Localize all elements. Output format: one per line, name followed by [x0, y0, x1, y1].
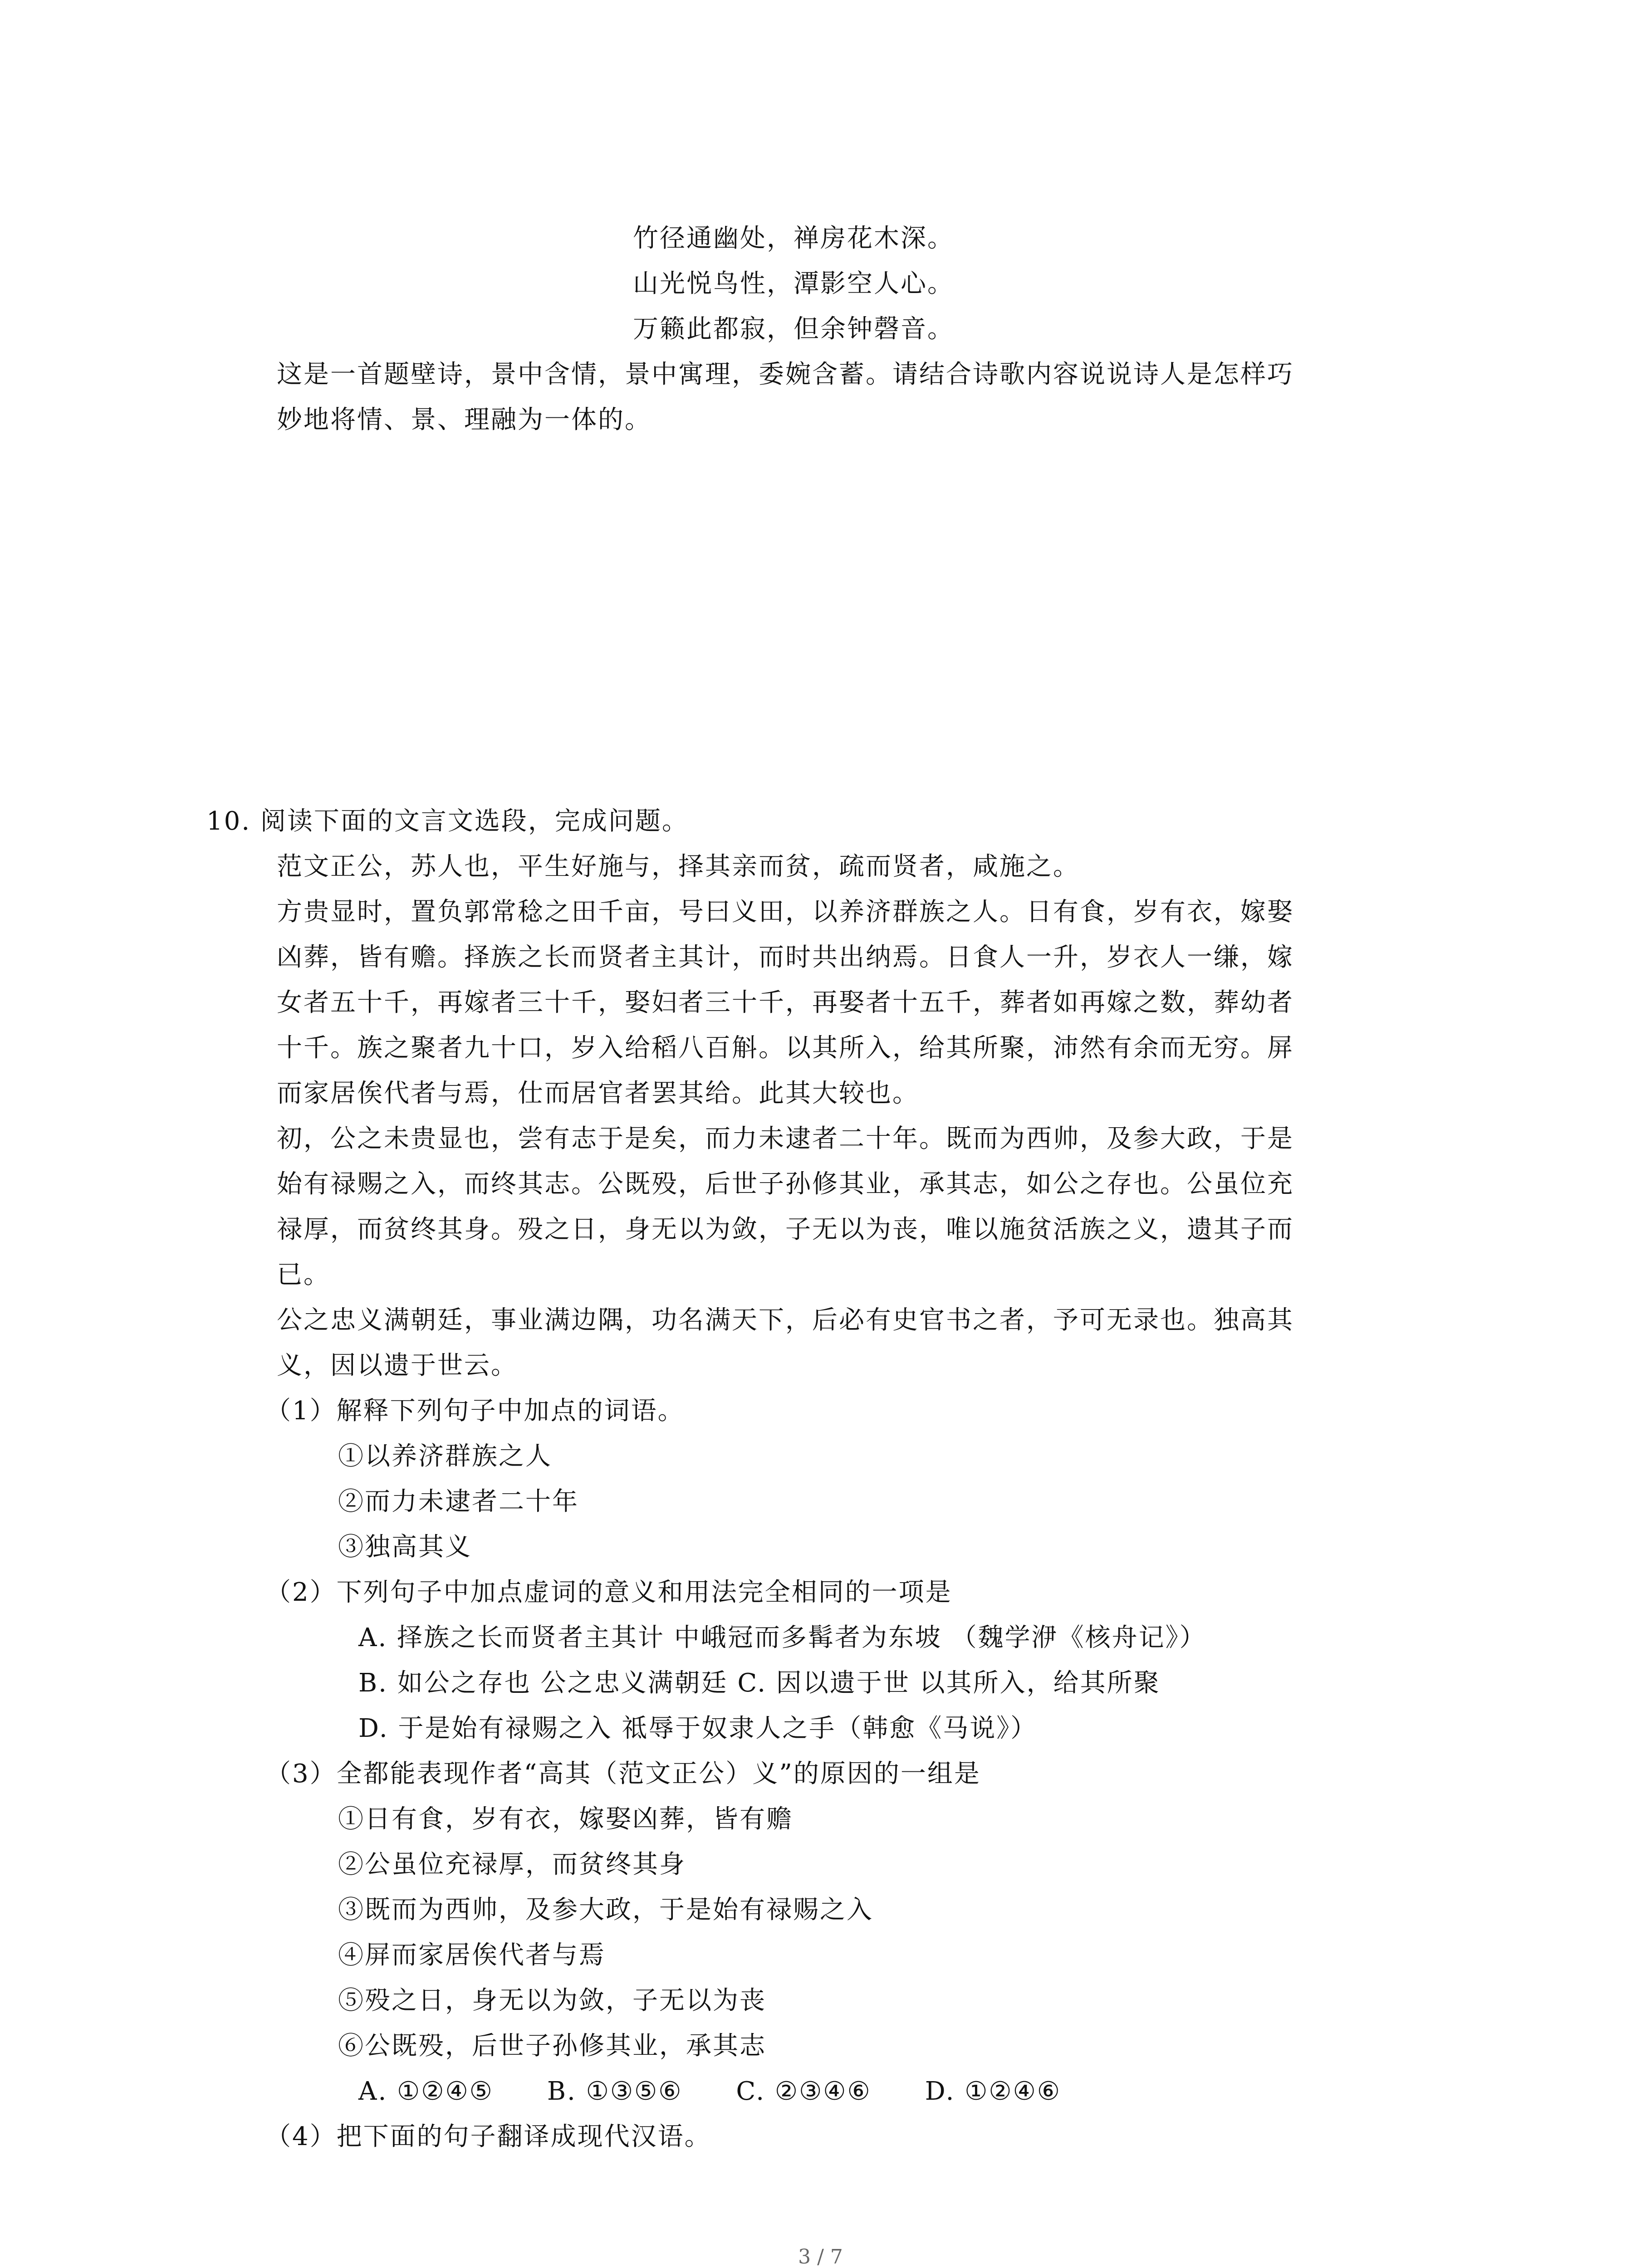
sub3-options: A. ①②④⑤ B. ①③⑤⑥ C. ②③④⑥ D. ①②④⑥: [358, 2077, 1062, 2106]
poem-line-1: 竹径通幽处，禅房花木深。: [633, 224, 954, 253]
sub2-option-a: A. 择族之长而贤者主其计 中峨冠而多髯者为东坡 （魏学洢《核舟记》）: [358, 1623, 1206, 1652]
poem-line-2: 山光悦鸟性，潭影空人心。: [633, 269, 954, 298]
passage-line: 始有禄赐之入，而终其志。公既殁，后世子孙修其业，承其志，如公之存也。公虽位充: [277, 1169, 1294, 1199]
passage-line: 方贵显时，置负郭常稔之田千亩，号曰义田，以养济群族之人。日有食，岁有衣，嫁娶: [277, 897, 1294, 927]
passage-line: 十千。族之聚者九十口，岁入给稻八百斛。以其所入，给其所聚，沛然有余而无穷。屏: [277, 1033, 1294, 1063]
passage-line: 已。: [277, 1260, 330, 1290]
page-number: 3 / 7: [798, 2245, 843, 2268]
sub1-item: ①以养济群族之人: [338, 1442, 552, 1471]
sub2-option-b-c: B. 如公之存也 公之忠义满朝廷 C. 因以遗于世 以其所入，给其所聚: [358, 1668, 1161, 1698]
q9-prompt-line-2: 妙地将情、景、理融为一体的。: [277, 405, 652, 435]
sub1-item: ③独高其义: [338, 1532, 472, 1562]
sub1-label: （1）解释下列句子中加点的词语。: [265, 1396, 685, 1426]
sub3-item: ④屏而家居俟代者与焉: [338, 1941, 606, 1970]
sub3-item: ①日有食，岁有衣，嫁娶凶葬，皆有赡: [338, 1804, 793, 1834]
q9-prompt-line-1: 这是一首题壁诗，景中含情，景中寓理，委婉含蓄。请结合诗歌内容说说诗人是怎样巧: [277, 360, 1294, 389]
sub4-label: （4）把下面的句子翻译成现代汉语。: [265, 2122, 711, 2151]
sub3-item: ⑥公既殁，后世子孙修其业，承其志: [338, 2031, 766, 2061]
passage-line: 禄厚，而贫终其身。殁之日，身无以为敛，子无以为丧，唯以施贫活族之义，遗其子而: [277, 1215, 1294, 1244]
poem-line-3: 万籁此都寂，但余钟磬音。: [633, 314, 954, 344]
passage-line: 女者五十千，再嫁者三十千，娶妇者三十千，再娶者十五千，葬者如再嫁之数，葬幼者: [277, 988, 1294, 1017]
sub2-label: （2）下列句子中加点虚词的意义和用法完全相同的一项是: [265, 1578, 952, 1607]
sub3-item: ⑤殁之日，身无以为敛，子无以为丧: [338, 1986, 766, 2015]
passage-line: 范文正公，苏人也，平生好施与，择其亲而贫，疏而贤者，咸施之。: [277, 852, 1080, 881]
sub3-item: ②公虽位充禄厚，而贫终其身: [338, 1850, 686, 1879]
q10-number: 10.: [206, 807, 251, 836]
passage-line: 公之忠义满朝廷，事业满边隅，功名满天下，后必有史官书之者，予可无录也。独高其: [277, 1305, 1294, 1335]
sub1-item: ②而力未逮者二十年: [338, 1487, 579, 1516]
passage-line: 凶葬，皆有赡。择族之长而贤者主其计，而时共出纳焉。日食人一升，岁衣人一缣，嫁: [277, 943, 1294, 972]
sub3-label: （3）全都能表现作者“高其（范文正公）义”的原因的一组是: [265, 1759, 981, 1789]
sub2-option-d: D. 于是始有禄赐之入 祗辱于奴隶人之手（韩愈《马说》）: [358, 1714, 1038, 1743]
passage-line: 而家居俟代者与焉，仕而居官者罢其给。此其大较也。: [277, 1079, 919, 1108]
passage-line: 义，因以遗于世云。: [277, 1351, 518, 1380]
q10-heading: [206, 805, 689, 838]
passage-line: 初，公之未贵显也，尝有志于是矣，而力未逮者二十年。既而为西帅，及参大政，于是: [277, 1124, 1294, 1154]
sub3-item: ③既而为西帅，及参大政，于是始有禄赐之入: [338, 1895, 873, 1925]
q10-intro: 阅读下面的文言文选段，完成问题。: [260, 807, 689, 836]
